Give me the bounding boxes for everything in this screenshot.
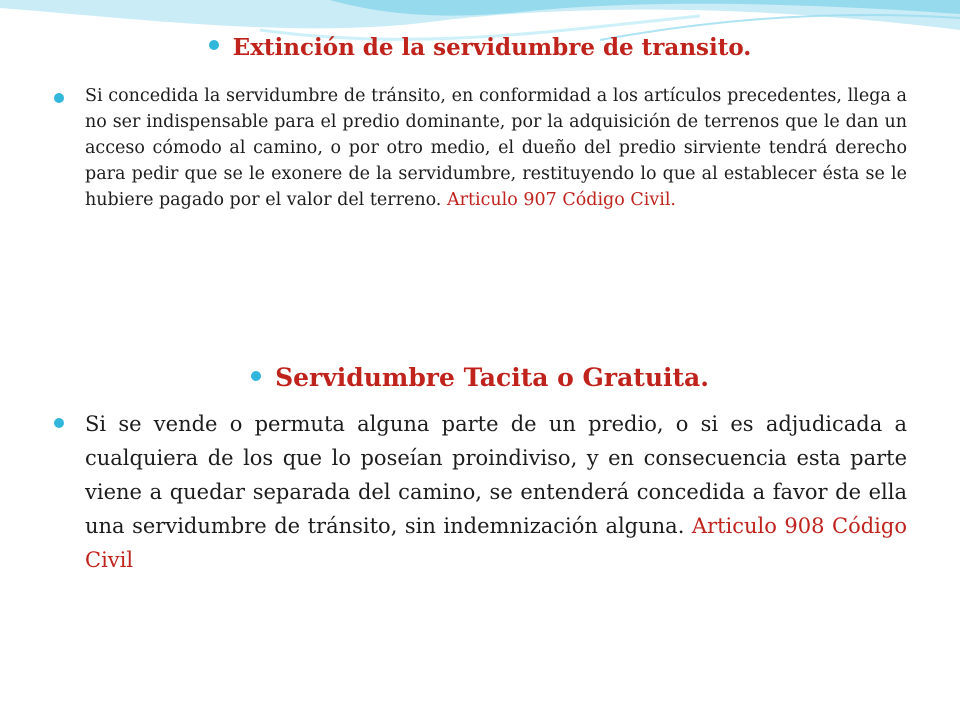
section1-heading-text: Extinción de la servidumbre de transito. (232, 34, 752, 61)
bullet-icon (209, 40, 219, 50)
section1-body-text: Si concedida la servidumbre de tránsito, en conformidad a los artículos precedentes, llega a no ser indispensable para el predio dominante, por la adquisición de terrenos que le dan un acceso cómodo al camino, o por otro medio, el dueño del predio sirviente tendrá derecho para pedir que se le exonere de la servidumbre, restituyendo lo que al establecer ésta se le hubiere pagado por el valor del terreno. (85, 86, 907, 210)
section2-heading (0, 363, 960, 392)
section2-heading-text: Servidumbre Tacita o Gratuita. (275, 363, 709, 392)
section1-reference: Articulo 907 Código Civil. (446, 190, 676, 210)
section1-paragraph (85, 83, 907, 213)
section1-heading (0, 34, 960, 61)
bullet-icon (54, 418, 64, 428)
section2-reference: Articulo 908 Código Civil (85, 514, 907, 572)
section2-body-text: Si se vende o permuta alguna parte de un predio, o si es adjudicada a cualquiera de los que lo poseían proindiviso, y en consecuencia esta parte viene a quedar separada del camino, se entenderá concedida a favor de ella una servidumbre de tránsito, sin indemnización alguna. (85, 412, 907, 538)
section2-paragraph (85, 407, 907, 577)
bullet-icon (251, 371, 261, 381)
bullet-icon (54, 93, 64, 103)
